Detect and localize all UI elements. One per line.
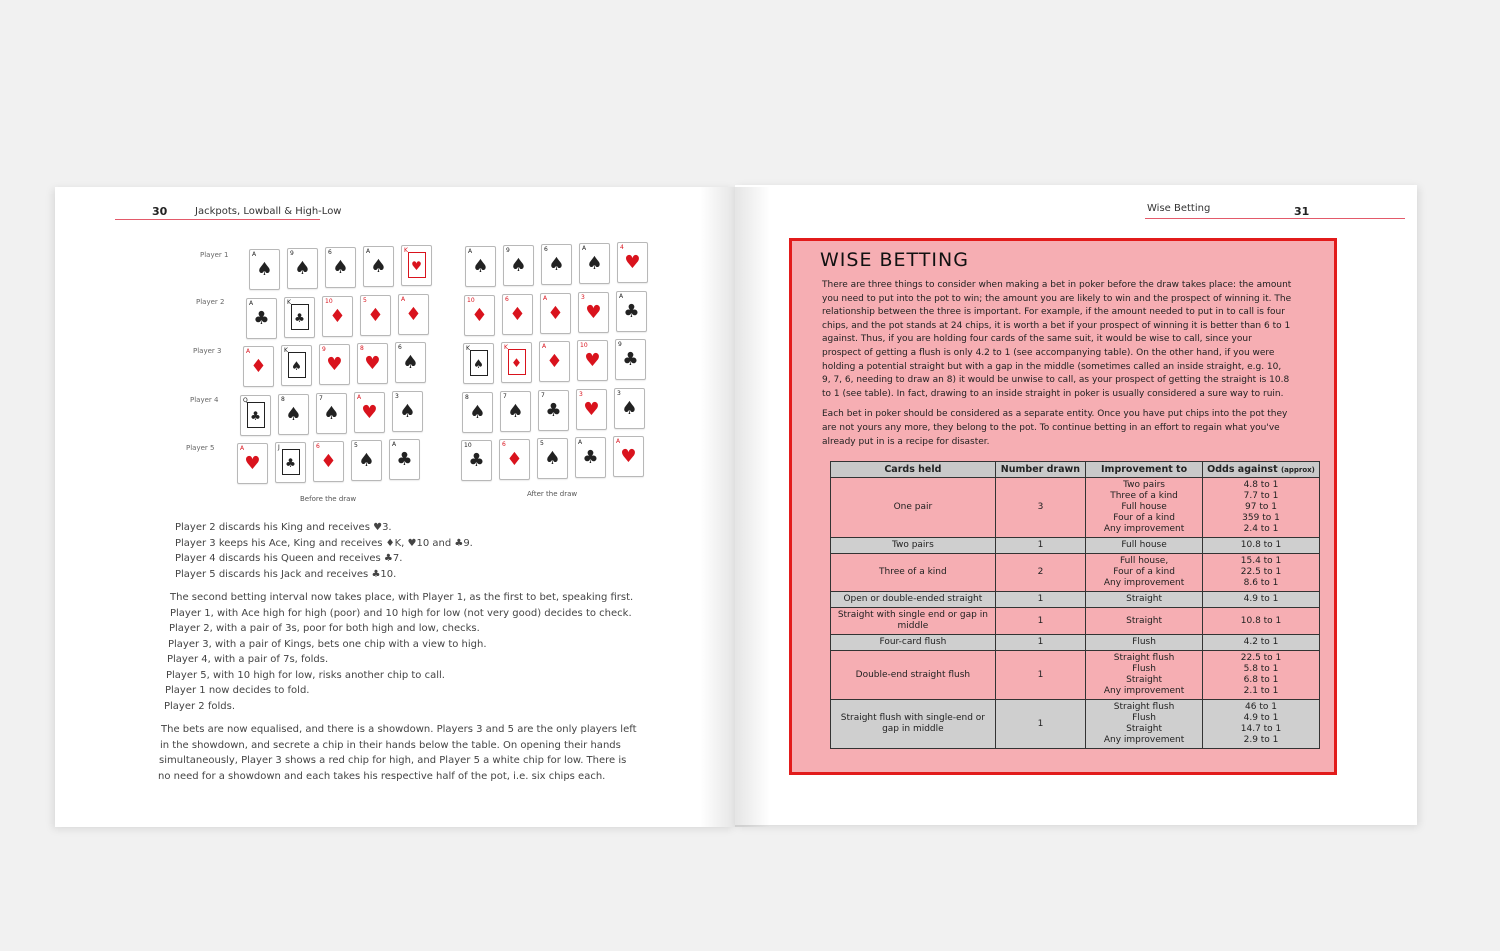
playing-card — [392, 391, 423, 432]
betting-paragraph — [164, 590, 644, 714]
left-running-head: Jackpots, Lowball & High-Low — [195, 206, 342, 217]
header-odds-label: Odds against — [1207, 464, 1278, 475]
card-suit-icon: ♦ — [506, 449, 523, 470]
discard-line: Player 2 discards his King and receives ♥3. — [175, 522, 392, 533]
card-suit-icon: ♠ — [510, 255, 527, 276]
card-suit-icon: ♠ — [370, 256, 387, 277]
card-rank: 10 — [464, 442, 472, 449]
betting-line: Player 1, with Ace high for high (poor) and 10 high for low (not very good) decides to check. — [170, 607, 632, 619]
card-rank: 3 — [581, 293, 585, 301]
card-rank: K — [287, 298, 291, 306]
card-rank: A — [619, 292, 624, 300]
left-head-rule — [115, 219, 320, 220]
odds-item: 5.8 to 1 — [1243, 664, 1279, 674]
improvement-item: Flush — [1132, 637, 1156, 647]
odds-row — [831, 478, 1320, 538]
playing-card — [249, 249, 280, 290]
card-rank: A — [252, 251, 257, 258]
right-head-rule — [1145, 218, 1405, 219]
card-rank: 5 — [363, 296, 367, 304]
card-rank: A — [542, 343, 547, 350]
betting-text — [164, 590, 644, 722]
playing-card — [357, 343, 388, 384]
playing-card — [575, 437, 606, 478]
card-suit-icon: ♠ — [402, 352, 419, 373]
cell-number-drawn: 3 — [995, 478, 1085, 538]
card-rank: A — [246, 348, 251, 355]
playing-card — [502, 294, 533, 335]
right-running-head: Wise Betting — [1147, 203, 1211, 214]
odds-row — [831, 608, 1320, 635]
playing-card — [616, 291, 647, 332]
odds-item: 2.9 to 1 — [1243, 735, 1279, 745]
card-suit-icon: ♥ — [624, 252, 641, 273]
playing-card — [401, 245, 432, 286]
card-rank: 6 — [398, 344, 402, 351]
card-suit-icon: ♦ — [320, 451, 337, 472]
improvement-item: Any improvement — [1103, 686, 1185, 696]
cell-odds-against — [1203, 478, 1320, 538]
wise-betting-box — [789, 238, 1337, 775]
playing-card — [360, 295, 391, 336]
playing-card — [464, 295, 495, 336]
card-rank: K — [504, 344, 508, 351]
odds-item: 2.4 to 1 — [1243, 524, 1279, 534]
cell-odds-against — [1203, 592, 1320, 608]
card-suit-icon: ♥ — [408, 252, 426, 278]
cell-improvement-to — [1086, 478, 1203, 538]
betting-intro: The second betting interval now takes place, with Player 1, as the first to bet, speaking first. — [170, 592, 634, 603]
betting-line: Player 3, with a pair of Kings, bets one chip with a view to high. — [168, 638, 487, 650]
cell-improvement-to — [1086, 538, 1203, 554]
cell-number-drawn: 1 — [995, 592, 1085, 608]
before-draw-caption: Before the draw — [300, 495, 357, 503]
cell-cards-held: One pair — [831, 478, 996, 538]
playing-card — [322, 296, 353, 337]
card-rank: A — [240, 445, 245, 452]
cell-odds-against — [1203, 700, 1320, 749]
cell-improvement-to — [1086, 635, 1203, 651]
odds-item: 2.1 to 1 — [1243, 686, 1279, 696]
improvement-item: Straight flush — [1113, 653, 1175, 663]
playing-card — [240, 395, 271, 436]
card-suit-icon: ♦ — [329, 305, 346, 327]
playing-card — [398, 294, 429, 335]
card-rank: 7 — [503, 392, 507, 400]
card-suit-icon: ♥ — [244, 453, 261, 474]
odds-item: 4.8 to 1 — [1243, 480, 1279, 490]
card-suit-icon: ♠ — [288, 352, 306, 378]
cell-odds-against — [1203, 538, 1320, 554]
playing-card — [354, 392, 385, 433]
card-suit-icon: ♥ — [326, 354, 343, 375]
card-suit-icon: ♣ — [468, 450, 485, 471]
card-suit-icon: ♠ — [294, 258, 311, 279]
card-suit-icon: ♦ — [471, 304, 488, 326]
card-suit-icon: ♠ — [470, 350, 488, 376]
playing-card — [614, 388, 645, 429]
card-rank: 5 — [354, 442, 358, 449]
card-suit-icon: ♠ — [586, 253, 603, 274]
playing-card — [463, 343, 494, 384]
showdown-text — [158, 722, 658, 792]
playing-card — [465, 246, 496, 287]
card-rank: J — [278, 444, 280, 451]
card-suit-icon: ♠ — [256, 259, 273, 280]
improvement-item: Any improvement — [1103, 735, 1185, 745]
card-rank: 9 — [322, 346, 326, 353]
card-suit-icon: ♠ — [399, 400, 416, 422]
card-suit-icon: ♥ — [620, 446, 637, 467]
betting-line: Player 5, with 10 high for low, risks another chip to call. — [166, 669, 445, 681]
header-number-drawn: Number drawn — [995, 462, 1085, 478]
card-suit-icon: ♠ — [285, 403, 302, 425]
card-rank: K — [284, 347, 288, 354]
card-suit-icon: ♠ — [507, 400, 524, 422]
card-rank: 10 — [580, 342, 588, 349]
card-rank: 3 — [579, 390, 583, 398]
cell-cards-held: Three of a kind — [831, 554, 996, 592]
showdown-line: no need for a showdown and each takes his respective half of the pot, i.e. six chips each. — [158, 770, 606, 782]
playing-card — [284, 297, 315, 338]
odds-item: 4.9 to 1 — [1243, 594, 1279, 604]
card-rank: 8 — [465, 393, 469, 401]
odds-row — [831, 700, 1320, 749]
betting-line: Player 2, with a pair of 3s, poor for both high and low, checks. — [169, 623, 480, 634]
card-suit-icon: ♠ — [621, 397, 638, 419]
odds-row — [831, 538, 1320, 554]
card-rank: A — [392, 441, 397, 448]
playing-card — [319, 344, 350, 385]
card-suit-icon: ♦ — [367, 304, 384, 326]
card-suit-icon: ♠ — [358, 450, 375, 471]
cell-odds-against — [1203, 651, 1320, 700]
card-rank: 6 — [316, 443, 320, 450]
playing-card — [395, 342, 426, 383]
card-rank: 6 — [505, 295, 509, 303]
improvement-item: Four of a kind — [1113, 513, 1175, 523]
card-suit-icon: ♦ — [546, 351, 563, 372]
card-rank: 5 — [540, 440, 544, 447]
improvement-item: Full house — [1121, 540, 1167, 550]
cell-odds-against — [1203, 635, 1320, 651]
playing-card — [278, 394, 309, 435]
odds-table-header — [831, 462, 1320, 478]
header-approx: (approx) — [1280, 466, 1315, 474]
card-rank: 6 — [328, 249, 332, 256]
cell-number-drawn: 1 — [995, 608, 1085, 635]
showdown-line: in the showdown, and secrete a chip in their hands below the table. On opening their hands — [160, 739, 621, 751]
cell-improvement-to — [1086, 608, 1203, 635]
cell-number-drawn: 1 — [995, 700, 1085, 749]
odds-item: 6.8 to 1 — [1243, 675, 1279, 685]
showdown-line: simultaneously, Player 3 shows a red chip for high, and Player 5 a white chip for low. There is — [159, 755, 627, 766]
playing-card — [537, 438, 568, 479]
playing-card — [351, 440, 382, 481]
improvement-item: Full house — [1121, 502, 1167, 512]
playing-card — [538, 390, 569, 431]
card-suit-icon: ♥ — [361, 401, 378, 423]
playing-card — [503, 245, 534, 286]
odds-item: 7.7 to 1 — [1243, 491, 1279, 501]
card-rank: 9 — [290, 250, 294, 257]
card-suit-icon: ♥ — [583, 398, 600, 420]
betting-line: Player 1 now decides to fold. — [165, 685, 310, 696]
card-rank: A — [357, 393, 362, 401]
cell-cards-held: Two pairs — [831, 538, 996, 554]
improvement-item: Any improvement — [1103, 524, 1185, 534]
playing-card — [313, 441, 344, 482]
playing-card — [579, 243, 610, 284]
card-suit-icon: ♠ — [548, 254, 565, 275]
card-rank: 6 — [544, 246, 548, 253]
betting-line: Player 2 folds. — [164, 700, 235, 712]
cell-cards-held: Straight flush with single-end or gap in middle — [831, 700, 996, 749]
card-suit-icon: ♣ — [282, 449, 300, 475]
card-rank: 10 — [467, 296, 475, 304]
card-suit-icon: ♠ — [472, 256, 489, 277]
card-rank: 10 — [325, 297, 333, 305]
playing-card — [389, 439, 420, 480]
card-rank: 3 — [395, 392, 399, 400]
card-rank: A — [249, 299, 254, 307]
betting-line: Player 4, with a pair of 7s, folds. — [167, 654, 329, 665]
cell-number-drawn: 1 — [995, 651, 1085, 700]
wise-betting-title: WISE BETTING — [820, 249, 969, 271]
card-suit-icon: ♠ — [469, 401, 486, 423]
cell-odds-against — [1203, 554, 1320, 592]
card-suit-icon: ♥ — [364, 353, 381, 374]
cell-odds-against — [1203, 608, 1320, 635]
player-label-3: Player 3 — [193, 347, 222, 355]
player-label-4: Player 4 — [190, 396, 219, 404]
card-suit-icon: ♦ — [509, 303, 526, 325]
odds-item: 22.5 to 1 — [1240, 567, 1282, 577]
card-suit-icon: ♣ — [396, 449, 413, 470]
cell-improvement-to — [1086, 700, 1203, 749]
wise-betting-para-1: There are three things to consider when making a bet in poker before the draw takes place: the amount you need to put into the pot to win; the amount you are likely to win and the prospect of winning it. The relationship between the three is important. For example, if the amount needed to put in to call is four chips, and the pot stands at 24 chips, it is worth a bet if your prospect of winning it is better than 6 to 1 against. Thus, if you are holding four cards of the same suit, it would be wise to call, since your prospect of getting a flush is only 4.2 to 1 (see accompanying table). On the other hand, if you were holding a potential straight but with a gap in the middle (sometimes called an inside straight, e.g. 10, 9, 7, 6, needing to draw an 8) it would be unwise to call, as your prospect of getting the straight is 10.8 to 1 (see table). In fact, drawing to an inside straight in poker is usually considered a sure way to ruin. — [822, 280, 1292, 399]
cell-number-drawn: 1 — [995, 538, 1085, 554]
left-folio: 30 — [152, 205, 168, 218]
card-suit-icon: ♠ — [332, 257, 349, 278]
cell-cards-held: Straight with single end or gap in middle — [831, 608, 996, 635]
playing-card — [500, 391, 531, 432]
playing-card — [246, 298, 277, 339]
playing-card — [615, 339, 646, 380]
card-rank: 8 — [281, 395, 285, 403]
card-suit-icon: ♣ — [582, 447, 599, 468]
playing-card — [578, 292, 609, 333]
card-rank: A — [543, 294, 548, 302]
playing-card — [287, 248, 318, 289]
card-rank: Q — [243, 396, 248, 404]
cell-number-drawn: 2 — [995, 554, 1085, 592]
card-suit-icon: ♥ — [584, 350, 601, 371]
playing-card — [613, 436, 644, 477]
playing-card — [541, 244, 572, 285]
odds-item: 46 to 1 — [1245, 702, 1277, 712]
odds-item: 359 to 1 — [1242, 513, 1280, 523]
after-draw-caption: After the draw — [527, 490, 578, 498]
card-rank: A — [616, 438, 621, 445]
cell-number-drawn: 1 — [995, 635, 1085, 651]
cell-improvement-to — [1086, 651, 1203, 700]
playing-card — [576, 389, 607, 430]
card-suit-icon: ♣ — [291, 304, 309, 330]
odds-row — [831, 651, 1320, 700]
book-gutter — [700, 187, 770, 827]
discard-line: Player 4 discards his Queen and receives ♣7. — [175, 553, 403, 564]
odds-item: 15.4 to 1 — [1240, 556, 1282, 566]
playing-card — [617, 242, 648, 283]
card-rank: A — [578, 439, 583, 446]
card-rank: 3 — [617, 389, 621, 397]
card-rank: 7 — [319, 394, 323, 402]
improvement-item: Flush — [1132, 664, 1156, 674]
card-suit-icon: ♣ — [247, 402, 265, 428]
improvement-item: Straight — [1126, 615, 1163, 626]
odds-item: 14.7 to 1 — [1240, 724, 1282, 734]
card-rank: 7 — [541, 391, 545, 399]
playing-card — [237, 443, 268, 484]
playing-card — [316, 393, 347, 434]
card-suit-icon: ♣ — [545, 399, 562, 421]
wise-betting-para-2: Each bet in poker should be considered as a separate entity. Once you have put chips into the pot they are not yours any more, they belong to the pot. To continue betting in an effort to regain what you've already put in is a recipe for disaster. — [822, 409, 1288, 447]
playing-card — [577, 340, 608, 381]
odds-item: 97 to 1 — [1245, 502, 1277, 512]
improvement-item: Full house, — [1119, 556, 1169, 566]
cell-improvement-to — [1086, 554, 1203, 592]
card-suit-icon: ♠ — [544, 448, 561, 469]
cell-cards-held: Four-card flush — [831, 635, 996, 651]
card-suit-icon: ♦ — [250, 356, 267, 377]
playing-card — [501, 342, 532, 383]
card-rank: 9 — [506, 247, 510, 254]
card-rank: 4 — [620, 244, 624, 251]
odds-item: 10.8 to 1 — [1240, 540, 1282, 550]
header-improvement-to: Improvement to — [1086, 462, 1203, 478]
playing-card — [499, 439, 530, 480]
improvement-item: Two pairs — [1123, 480, 1165, 490]
odds-item: 22.5 to 1 — [1240, 653, 1282, 663]
playing-card — [540, 293, 571, 334]
improvement-item: Straight — [1126, 724, 1163, 734]
cell-improvement-to — [1086, 592, 1203, 608]
playing-card — [363, 246, 394, 287]
header-odds-against — [1203, 462, 1320, 478]
odds-row — [831, 635, 1320, 651]
card-suit-icon: ♦ — [508, 349, 526, 375]
card-suit-icon: ♦ — [547, 302, 564, 324]
wise-betting-body — [822, 279, 1292, 456]
improvement-item: Straight flush — [1113, 702, 1175, 712]
odds-row — [831, 554, 1320, 592]
playing-card — [243, 346, 274, 387]
showdown-line: The bets are now equalised, and there is a showdown. Players 3 and 5 are the only players left — [161, 724, 637, 735]
improvement-item: Four of a kind — [1113, 567, 1175, 577]
odds-row — [831, 592, 1320, 608]
card-suit-icon: ♣ — [622, 349, 639, 370]
playing-card — [462, 392, 493, 433]
card-rank: A — [366, 248, 371, 255]
card-rank: A — [582, 245, 587, 252]
odds-item: 4.2 to 1 — [1243, 637, 1279, 647]
playing-card — [539, 341, 570, 382]
discard-line: Player 3 keeps his Ace, King and receives ♦K, ♥10 and ♣9. — [175, 537, 473, 549]
card-suit-icon: ♣ — [253, 307, 270, 329]
right-folio: 31 — [1294, 205, 1310, 218]
left-body-text — [170, 520, 670, 590]
card-suit-icon: ♦ — [405, 303, 422, 325]
header-cards-held: Cards held — [831, 462, 996, 478]
discard-line: Player 5 discards his Jack and receives ♣10. — [175, 568, 397, 580]
improvement-item: Straight — [1126, 675, 1163, 685]
card-rank: K — [404, 247, 408, 254]
card-rank: 6 — [502, 441, 506, 448]
player-label-5: Player 5 — [186, 444, 215, 452]
card-suit-icon: ♥ — [585, 301, 602, 323]
odds-table — [830, 461, 1320, 749]
odds-item: 4.9 to 1 — [1243, 713, 1279, 723]
card-rank: 9 — [618, 341, 622, 348]
improvement-item: Three of a kind — [1110, 491, 1178, 501]
playing-card — [275, 442, 306, 483]
card-suit-icon: ♣ — [623, 300, 640, 322]
improvement-item: Straight — [1126, 594, 1163, 604]
odds-item: 8.6 to 1 — [1243, 578, 1279, 588]
improvement-item: Flush — [1132, 713, 1156, 723]
player-label-2: Player 2 — [196, 298, 225, 306]
discards-paragraph — [175, 520, 670, 582]
cell-cards-held: Open or double-ended straight — [831, 592, 996, 608]
odds-item: 10.8 to 1 — [1240, 615, 1282, 626]
playing-card — [325, 247, 356, 288]
card-suit-icon: ♠ — [323, 402, 340, 424]
player-label-1: Player 1 — [200, 251, 229, 259]
cell-cards-held: Double-end straight flush — [831, 651, 996, 700]
odds-table-body — [831, 478, 1320, 749]
card-rank: 8 — [360, 345, 364, 352]
card-rank: A — [401, 295, 406, 303]
playing-card — [281, 345, 312, 386]
card-rank: K — [466, 345, 470, 352]
card-rank: A — [468, 248, 473, 255]
playing-card — [461, 440, 492, 481]
showdown-paragraph — [158, 722, 658, 784]
improvement-item: Any improvement — [1103, 578, 1185, 588]
